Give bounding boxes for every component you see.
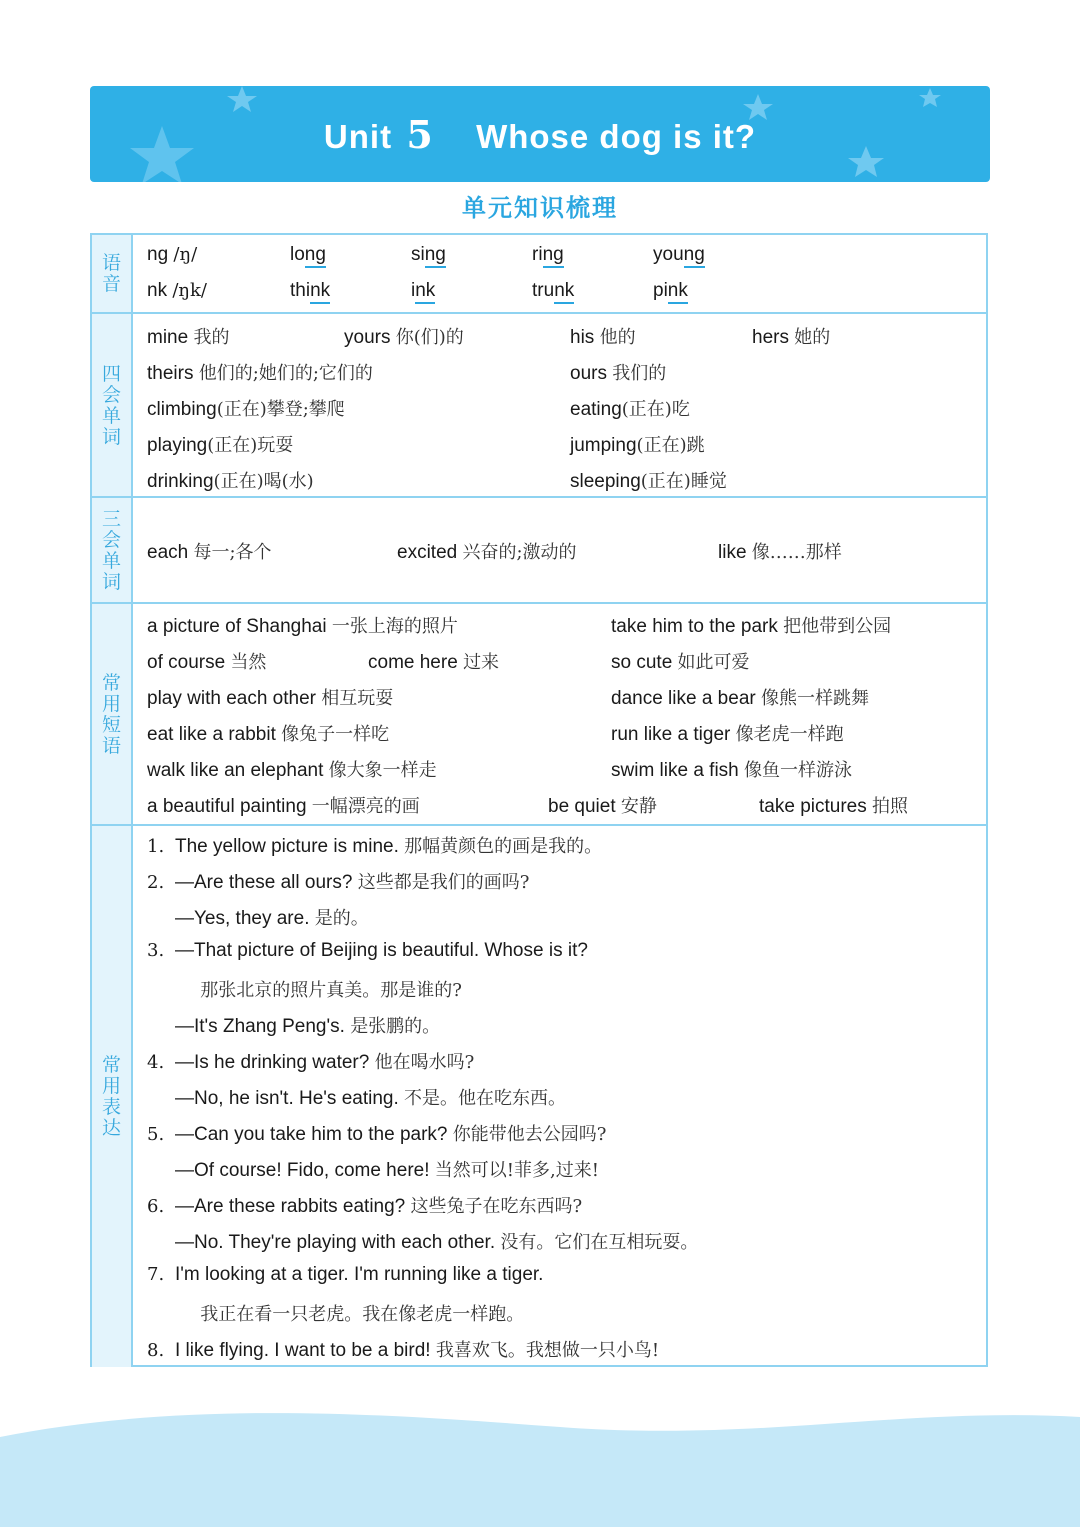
unit-title-text: Whose dog is it? <box>476 118 757 155</box>
category-label: 四会单词 <box>92 314 133 498</box>
category-label: 三会单词 <box>92 498 133 604</box>
phonics-word: think <box>290 280 330 302</box>
phonics-word: young <box>653 244 705 266</box>
expression-line: —Of course! Fido, come here! 当然可以!菲多,过来! <box>175 1160 599 1181</box>
phrase-item: so cute 如此可爱 <box>611 652 750 673</box>
expression-line: 6. —Are these rabbits eating? 这些兔子在吃东西吗? <box>147 1196 583 1217</box>
phonics-word: ink <box>411 280 435 302</box>
phrase-item: swim like a fish 像鱼一样游泳 <box>611 760 853 781</box>
phrase-item: walk like an elephant 像大象一样走 <box>147 760 437 781</box>
unit-title <box>90 112 990 157</box>
phrase-item: take pictures 拍照 <box>759 796 909 817</box>
unit-label: Unit <box>323 118 393 155</box>
vocab-item: ours 我们的 <box>570 363 667 384</box>
phrase-item: run like a tiger 像老虎一样跑 <box>611 724 844 745</box>
vocab-item: climbing(正在)攀登;攀爬 <box>147 399 345 420</box>
expression-line: 4. —Is he drinking water? 他在喝水吗? <box>147 1052 475 1073</box>
expression-line: 8. I like flying. I want to be a bird! 我喜欢飞。我想做一只小鸟! <box>147 1340 660 1361</box>
expression-line: —It's Zhang Peng's. 是张鹏的。 <box>175 1016 441 1037</box>
section-subtitle: 单元知识梳理 <box>462 195 618 222</box>
category-label: 常用表达 <box>92 826 133 1367</box>
phonics-row <box>92 235 986 312</box>
vocab-item: like 像……那样 <box>718 542 842 563</box>
phonics-ng: ng /ŋ/ <box>147 244 198 265</box>
phonics-nk: nk /ŋk/ <box>147 280 207 301</box>
phonics-word: ring <box>532 244 564 266</box>
category-label: 常用短语 <box>92 604 133 826</box>
phonics-word: trunk <box>532 280 574 302</box>
expression-line: 7. I'm looking at a tiger. I'm running like a tiger. <box>147 1264 544 1285</box>
vocab-item: hers 她的 <box>752 327 831 348</box>
vocab-item: his 他的 <box>570 327 636 348</box>
unit-number: 5 <box>406 112 434 157</box>
expression-line: —No, he isn't. He's eating. 不是。他在吃东西。 <box>175 1088 567 1109</box>
knowledge-table <box>90 233 988 1367</box>
phrase-item: come here 过来 <box>368 652 500 673</box>
expression-line: 2. —Are these all ours? 这些都是我们的画吗? <box>147 872 530 893</box>
vocab-item: playing(正在)玩耍 <box>147 435 294 456</box>
unit-banner <box>90 86 990 182</box>
phrase-item: of course 当然 <box>147 652 267 673</box>
vocab-item: eating(正在)吃 <box>570 399 690 420</box>
vocab-item: yours 你(们)的 <box>344 327 464 348</box>
vocab-item: jumping(正在)跳 <box>570 435 705 456</box>
vocab-item: mine 我的 <box>147 327 230 348</box>
category-label: 语音 <box>92 235 133 312</box>
vocab-item: sleeping(正在)睡觉 <box>570 471 727 492</box>
expression-line: 5. —Can you take him to the park? 你能带他去公园吗? <box>147 1124 607 1145</box>
vocab-item: drinking(正在)喝(水) <box>147 471 314 492</box>
phrase-item: eat like a rabbit 像兔子一样吃 <box>147 724 390 745</box>
phrase-item: dance like a bear 像熊一样跳舞 <box>611 688 869 709</box>
four-skill-words-row <box>92 312 986 498</box>
expressions-row <box>92 824 986 1367</box>
phrase-item: be quiet 安静 <box>548 796 657 817</box>
bottom-wave-decoration <box>0 1387 1080 1527</box>
vocab-item: theirs 他们的;她们的;它们的 <box>147 363 373 384</box>
phrase-item: play with each other 相互玩耍 <box>147 688 394 709</box>
phrase-item: a beautiful painting 一幅漂亮的画 <box>147 796 420 817</box>
expression-line: —No. They're playing with each other. 没有。它们在互相玩耍。 <box>175 1232 699 1253</box>
phrases-row <box>92 602 986 826</box>
expression-line: 3. —That picture of Beijing is beautiful. Whose is it? <box>147 940 588 961</box>
expression-line: 我正在看一只老虎。我在像老虎一样跑。 <box>200 1304 525 1325</box>
phrase-item: take him to the park 把他带到公园 <box>611 616 892 637</box>
expression-line: —Yes, they are. 是的。 <box>175 908 369 929</box>
phonics-word: long <box>290 244 326 266</box>
vocab-item: excited 兴奋的;激动的 <box>397 542 577 563</box>
three-skill-words-row <box>92 496 986 604</box>
phonics-word: pink <box>653 280 688 302</box>
phrase-item: a picture of Shanghai 一张上海的照片 <box>147 616 458 637</box>
phonics-word: sing <box>411 244 446 266</box>
expression-line: 1. The yellow picture is mine. 那幅黄颜色的画是我的。 <box>147 836 603 857</box>
vocab-item: each 每一;各个 <box>147 542 272 563</box>
expression-line: 那张北京的照片真美。那是谁的? <box>200 980 462 1001</box>
